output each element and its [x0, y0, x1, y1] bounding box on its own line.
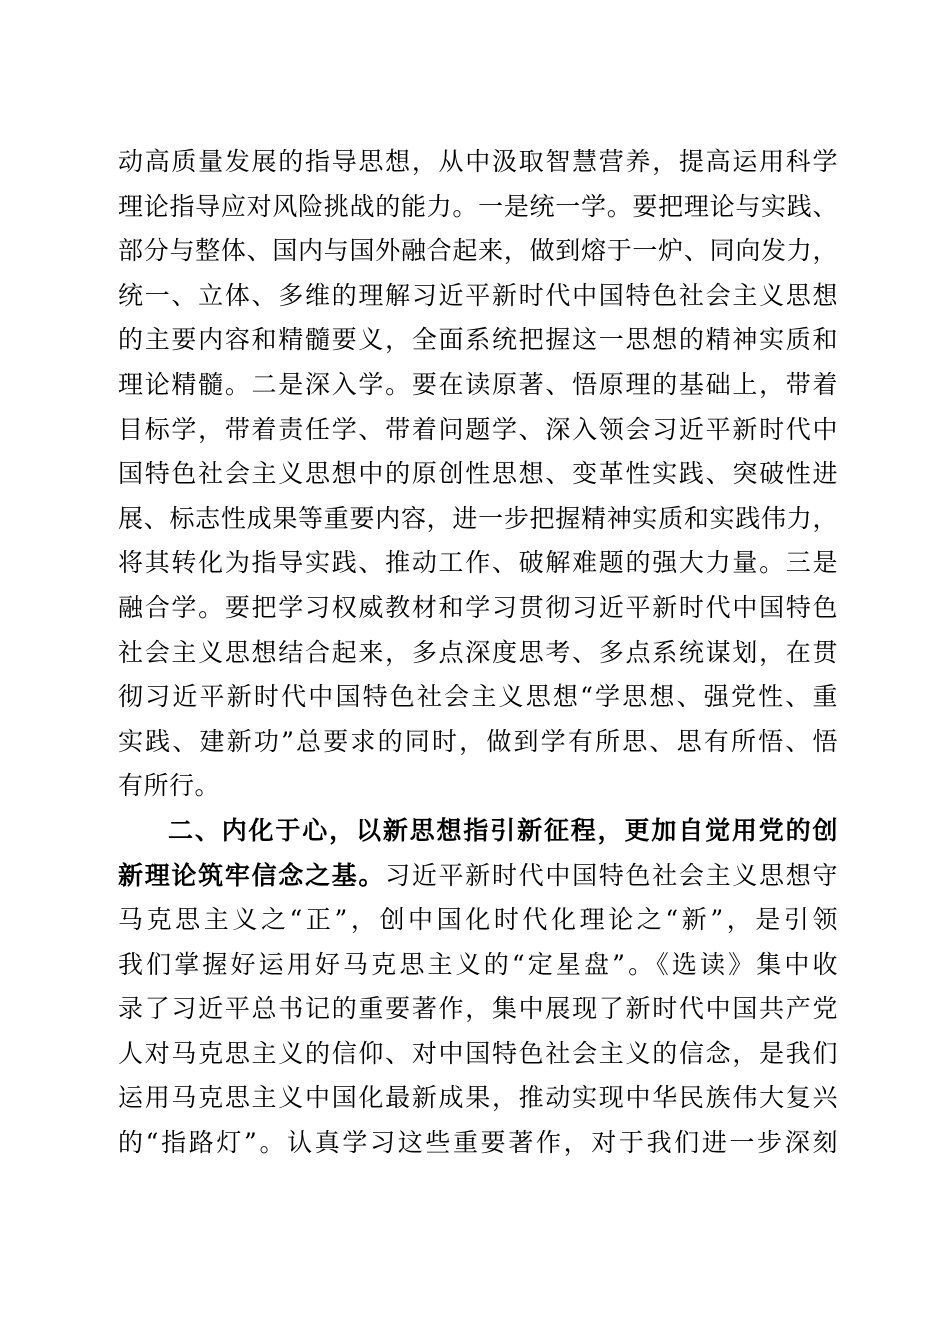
text-segment: 的“指路灯”。认真学习这些重要著作，对于我们进一步深刻 [118, 1128, 838, 1158]
text-segment: 融合学。要把学习权威教材和学习贯彻习近平新时代中国特色 [118, 592, 838, 622]
text-segment: 实践、建新功”总要求的同时，做到学有所思、思有所悟、悟 [118, 726, 838, 756]
text-line [118, 229, 838, 274]
text-line [118, 720, 838, 765]
text-line [118, 274, 838, 319]
text-segment: 运用马克思主义中国化最新成果，推动实现中华民族伟大复兴 [118, 1083, 838, 1113]
text-segment: 将其转化为指导实践、推动工作、破解难题的强大力量。三是 [118, 548, 838, 578]
text-segment: 部分与整体、国内与国外融合起来，做到熔于一炉、同向发力， [118, 236, 838, 266]
text-segment: 马克思主义之“正”，创中国化时代化理论之“新”，是引领 [118, 905, 838, 935]
text-segment: 统一、立体、多维的理解习近平新时代中国特色社会主义思想 [118, 280, 838, 310]
text-line [118, 764, 838, 809]
text-line [118, 987, 838, 1032]
text-segment: 的主要内容和精髓要义，全面系统把握这一思想的精神实质和 [118, 325, 838, 355]
text-line [118, 318, 838, 363]
text-segment: 国特色社会主义思想中的原创性思想、变革性实践、突破性进 [118, 459, 838, 489]
text-segment: 目标学，带着责任学、带着问题学、深入领会习近平新时代中 [118, 414, 838, 444]
text-line [118, 1121, 838, 1166]
text-segment: 我们掌握好运用好马克思主义的“定星盘”。《选读》集中收 [118, 949, 838, 979]
text-line [118, 943, 838, 988]
text-segment: 理论精髓。二是深入学。要在读原著、悟原理的基础上，带着 [118, 369, 838, 399]
text-line [118, 854, 838, 899]
text-line [118, 631, 838, 676]
text-line [118, 675, 838, 720]
heading-line [118, 809, 838, 854]
text-line [118, 408, 838, 453]
text-block [118, 140, 838, 1166]
text-line [118, 586, 838, 631]
text-segment: 理论指导应对风险挑战的能力。一是统一学。要把理论与实践、 [118, 191, 838, 221]
text-line [118, 1032, 838, 1077]
text-line [118, 541, 838, 586]
bold-text-segment: 新理论筑牢信念之基。 [118, 860, 386, 890]
text-segment: 习近平新时代中国特色社会主义思想守 [385, 860, 838, 890]
text-line [118, 1076, 838, 1121]
text-segment: 人对马克思主义的信仰、对中国特色社会主义的信念，是我们 [118, 1038, 838, 1068]
text-line [118, 452, 838, 497]
bold-text-segment: 二、内化于心，以新思想指引新征程，更加自觉用党的创 [168, 815, 838, 845]
text-segment: 动高质量发展的指导思想，从中汲取智慧营养，提高运用科学 [118, 147, 838, 176]
text-line [118, 898, 838, 943]
text-line [118, 140, 838, 185]
text-segment: 社会主义思想结合起来，多点深度思考、多点系统谋划，在贯 [118, 637, 838, 667]
text-line [118, 363, 838, 408]
text-segment: 录了习近平总书记的重要著作，集中展现了新时代中国共产党 [118, 994, 838, 1024]
text-line [118, 497, 838, 542]
text-segment: 有所行。 [118, 771, 221, 801]
text-line [118, 185, 838, 230]
text-segment: 彻习近平新时代中国特色社会主义思想“学思想、强党性、重 [118, 682, 838, 712]
text-segment: 展、标志性成果等重要内容，进一步把握精神实质和实践伟力， [118, 503, 838, 533]
